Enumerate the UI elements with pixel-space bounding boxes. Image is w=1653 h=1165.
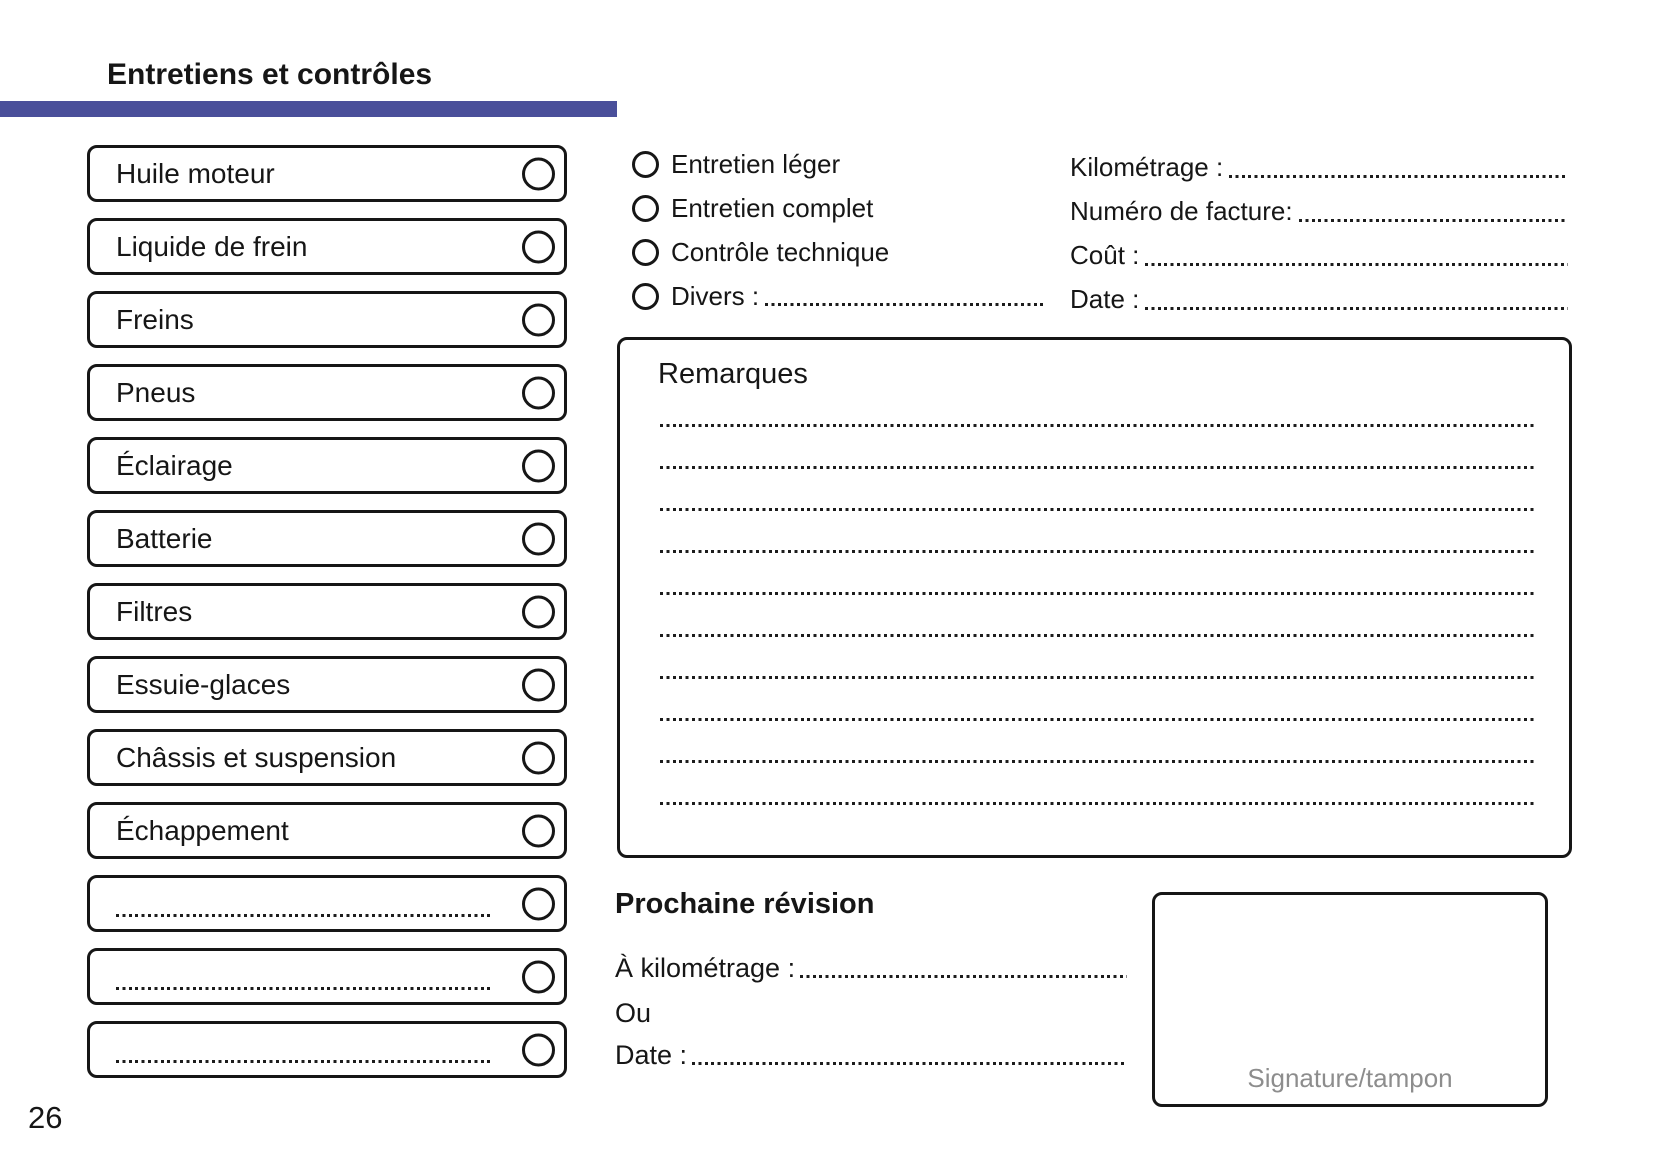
- checklist-item-label: Châssis et suspension: [116, 741, 397, 773]
- next-service-label: À kilométrage :: [615, 952, 796, 983]
- checklist-item-label: Pneus: [116, 376, 196, 408]
- signature-label: Signature/tampon: [1247, 1063, 1453, 1093]
- check-circle[interactable]: [522, 595, 555, 628]
- checklist-item: [87, 802, 567, 859]
- check-circle[interactable]: [522, 887, 555, 920]
- blank-write-line[interactable]: [116, 987, 491, 990]
- field-row: [1070, 282, 1568, 313]
- field-label: Kilométrage :: [1070, 151, 1224, 182]
- next-service-row: [615, 950, 1127, 982]
- check-circle[interactable]: [522, 522, 555, 555]
- service-type-label: Entretien complet: [671, 192, 874, 223]
- next-service-row: [615, 1037, 1127, 1069]
- checklist-item: [87, 510, 567, 567]
- checklist-item-label: Huile moteur: [116, 157, 275, 189]
- checklist-item: [87, 583, 567, 640]
- checklist-item-label: Batterie: [116, 522, 213, 554]
- field-label: Numéro de facture:: [1070, 195, 1293, 226]
- checklist-item: [87, 656, 567, 713]
- write-line[interactable]: [765, 303, 1046, 306]
- write-line[interactable]: [1299, 219, 1568, 222]
- service-type-option: [632, 237, 1046, 267]
- remarks-line[interactable]: [660, 550, 1535, 553]
- check-circle[interactable]: [522, 1033, 555, 1066]
- remarks-line[interactable]: [660, 424, 1535, 427]
- check-circle[interactable]: [522, 960, 555, 993]
- check-circle[interactable]: [522, 157, 555, 190]
- page-title: Entretiens et contrôles: [107, 58, 433, 91]
- write-line[interactable]: [1145, 307, 1568, 310]
- service-type-label: Contrôle technique: [671, 236, 890, 267]
- blank-write-line[interactable]: [116, 914, 491, 917]
- remarks-line[interactable]: [660, 802, 1535, 805]
- checklist-item-label: Liquide de frein: [116, 230, 308, 262]
- next-service-label: Date :: [615, 1039, 688, 1070]
- remarks-line[interactable]: [660, 508, 1535, 511]
- remarks-box: [617, 337, 1572, 858]
- service-type-label: Divers :: [671, 280, 760, 311]
- checklist-item: [87, 218, 567, 275]
- check-circle[interactable]: [522, 303, 555, 336]
- remarks-title: Remarques: [658, 358, 808, 390]
- remarks-line[interactable]: [660, 634, 1535, 637]
- write-line[interactable]: [692, 1062, 1127, 1065]
- check-circle[interactable]: [522, 741, 555, 774]
- check-circle[interactable]: [522, 449, 555, 482]
- signature-box[interactable]: [1152, 892, 1548, 1107]
- service-type-label: Entretien léger: [671, 148, 841, 179]
- next-service-row: [615, 995, 1127, 1027]
- check-circle[interactable]: [522, 668, 555, 701]
- write-line[interactable]: [800, 975, 1127, 978]
- radio-circle[interactable]: [632, 195, 659, 222]
- service-type-option: [632, 149, 1046, 179]
- blank-write-line[interactable]: [116, 1060, 491, 1063]
- checklist-item: [87, 145, 567, 202]
- remarks-line[interactable]: [660, 466, 1535, 469]
- field-row: [1070, 238, 1568, 269]
- checklist-item-label: Essuie-glaces: [116, 668, 291, 700]
- check-circle[interactable]: [522, 814, 555, 847]
- field-row: [1070, 150, 1568, 181]
- remarks-lines: [660, 424, 1535, 805]
- checklist-item-label: Éclairage: [116, 449, 233, 481]
- remarks-line[interactable]: [660, 592, 1535, 595]
- checklist-item-label: Échappement: [116, 814, 289, 846]
- checklist-item: [87, 437, 567, 494]
- check-circle[interactable]: [522, 230, 555, 263]
- radio-circle[interactable]: [632, 239, 659, 266]
- service-type-option: [632, 281, 1046, 311]
- page-number: 26: [28, 1100, 63, 1135]
- checklist-item: [87, 729, 567, 786]
- next-service-label: Ou: [615, 997, 652, 1028]
- checklist-item-blank: [87, 875, 567, 932]
- checklist-item-label: Filtres: [116, 595, 193, 627]
- checklist-item: [87, 364, 567, 421]
- service-type-option: [632, 193, 1046, 223]
- checklist-item: [87, 291, 567, 348]
- radio-circle[interactable]: [632, 151, 659, 178]
- checklist-item-blank: [87, 1021, 567, 1078]
- checklist-item-label: Freins: [116, 303, 194, 335]
- accent-bar: [0, 101, 617, 117]
- remarks-line[interactable]: [660, 760, 1535, 763]
- field-row: [1070, 194, 1568, 225]
- radio-circle[interactable]: [632, 283, 659, 310]
- remarks-line[interactable]: [660, 676, 1535, 679]
- field-label: Coût :: [1070, 239, 1140, 270]
- check-circle[interactable]: [522, 376, 555, 409]
- next-service-title: Prochaine révision: [615, 888, 875, 920]
- write-line[interactable]: [1145, 263, 1568, 266]
- field-label: Date :: [1070, 283, 1140, 314]
- write-line[interactable]: [1229, 175, 1568, 178]
- checklist-item-blank: [87, 948, 567, 1005]
- remarks-line[interactable]: [660, 718, 1535, 721]
